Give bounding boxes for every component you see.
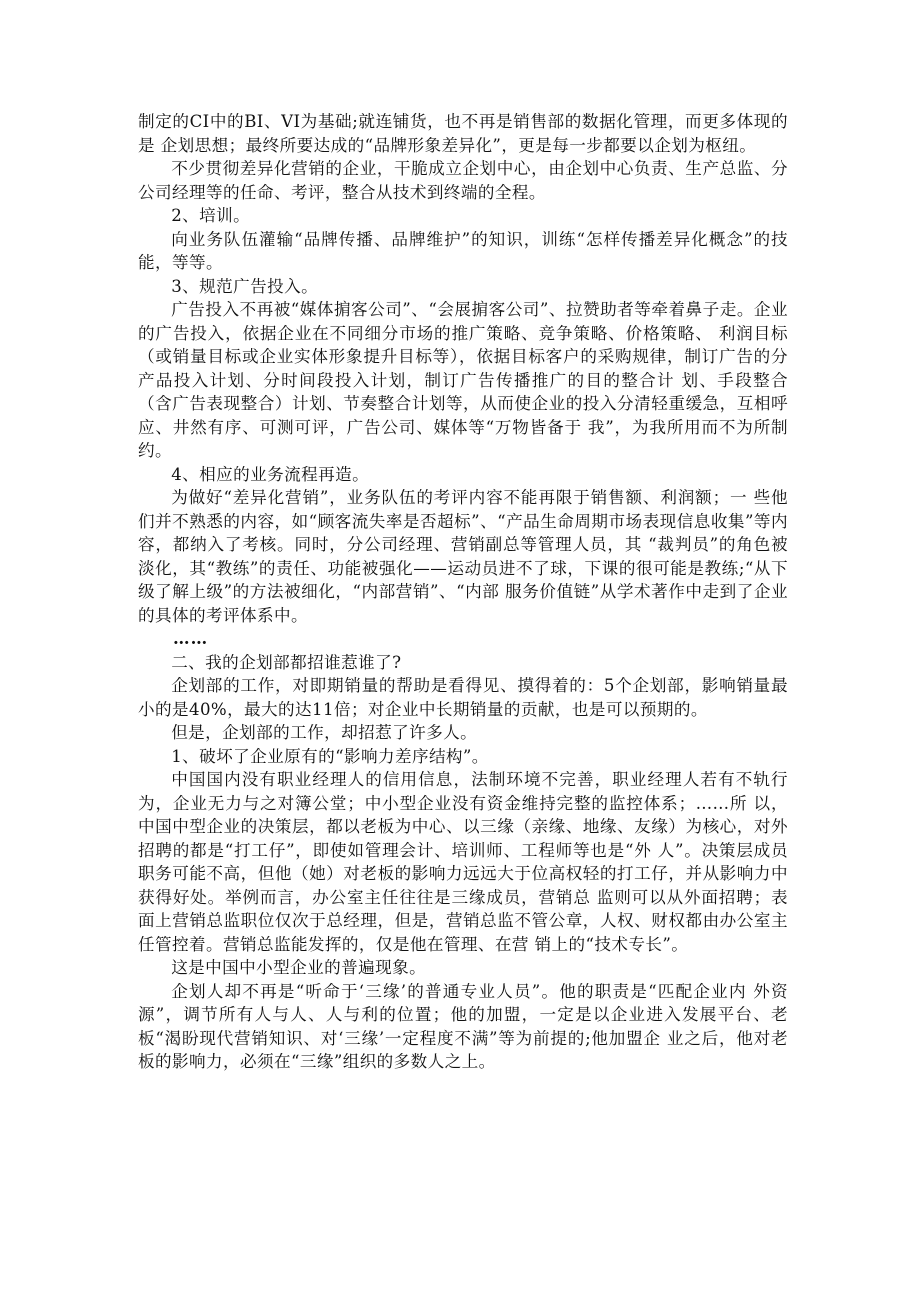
paragraph-common-phenomenon: 这是中国中小型企业的普遍现象。 (171, 958, 427, 977)
heading-ad-investment: 3、规范广告投入。 (171, 276, 319, 296)
document-page (138, 110, 788, 1074)
paragraph-training: 向业务队伍灌输“品牌传播、品牌维护”的知识，训练“怎样传播差异化概念”的技能，等等。 (138, 229, 788, 272)
paragraph-ad-investment: 广告投入不再被“媒体掮客公司”、“会展掮客公司”、拉赞助者等牵着鼻子走。企业的广告投入，依据企业在不同细分市场的推广策略、竞争策略、价格策略、 利润目标（或销量目标或企业实体形象提升目标等），依据目标客户的采购规律，制订广告的分产品投入计划、分时间段投入计划，制订广告传播推广的目的整合计 划、手段整合（含广告表现整合）计划、节奏整合计划等，从而使企业的投入分清轻重缓急，互相呼应、井然有序、可测可评，广告公司、媒体等“万物皆备于 我”，为我所用而不为所制约。 (138, 300, 788, 460)
paragraph-offended-people: 但是，企划部的工作，却招惹了许多人。 (171, 723, 478, 742)
heading-training: 2、培训。 (171, 206, 251, 225)
paragraph-process-reengineering: 为做好“差异化营销”，业务队伍的考评内容不能再限于销售额、利润额；一 些他们并不熟悉的内容，如“顾客流失率是否超标”、“产品生命周期市场表现信息收集”等内容，都纳入了考核。同时，分公司经理、营销副总等管理人员，其 “裁判员”的角色被淡化，其“教练”的责任、功能被强化——运动员进不了球，下课的很可能是教练;“从下级了解上级”的方法被细化，“内部营销”、“内部 服务价值链”从学术著作中走到了企业的具体的考评体系中。 (138, 488, 788, 625)
heading-process-reengineering: 4、相应的业务流程再造。 (171, 464, 370, 484)
paragraph-influence-structure: 中国国内没有职业经理人的信用信息，法制环境不完善，职业经理人若有不轨行为，企业无力与之对簿公堂；中小型企业没有资金维持完整的监控体系；……所 以，中国中型企业的决策层，都以老板为中心、以三缘（亲缘、地缘、友缘）为核心，对外招聘的都是“打工仔”，即使如管理会计、培训师、工程师等也是“外 人”。决策层成员职务可能不高，但他（她）对老板的影响力远远大于位高权轻的打工仔，并从影响力中获得好处。举例而言，办公室主任往往是三缘成员，营销总 监则可以从外面招聘；表面上营销总监职位仅次于总经理，但是，营销总监不管公章，人权、财权都由办公室主任管控着。营销总监能发挥的，仅是他在管理、在营 销上的“技术专长”。 (138, 770, 788, 954)
paragraph-ci-foundation: 制定的CI中的BI、VI为基础;就连铺货，也不再是销售部的数据化管理，而更多体现的是 企划思想；最终所要达成的“品牌形象差异化”，更是每一步都要以企划为枢纽。 (138, 112, 788, 155)
heading-influence-structure: 1、破坏了企业原有的“影响力差序结构”。 (171, 746, 489, 766)
paragraph-sales-impact: 企划部的工作，对即期销量的帮助是看得见、摸得着的：5个企划部，影响销量最小的是40%，最大的达11倍；对企业中长期销量的贡献，也是可以预期的。 (138, 676, 788, 719)
heading-planning-department: 二、我的企划部都招谁惹谁了? (171, 652, 402, 672)
paragraph-planning-center: 不少贯彻差异化营销的企业，干脆成立企划中心，由企划中心负责、生产总监、分公司经理等的任命、考评，整合从技术到终端的全程。 (138, 159, 788, 202)
paragraph-planner-role: 企划人却不再是“听命于‘三缘’的普通专业人员”。他的职责是“匹配企业内 外资源”，调节所有人与人、人与利的位置；他的加盟，一定是以企业进入发展平台、老板“渴盼现代营销知识、对‘三缘’一定程度不满”等为前提的;他加盟企 业之后，他对老板的影响力，必须在“三缘”组织的多数人之上。 (138, 981, 788, 1071)
ellipsis-separator: …… (173, 628, 209, 648)
